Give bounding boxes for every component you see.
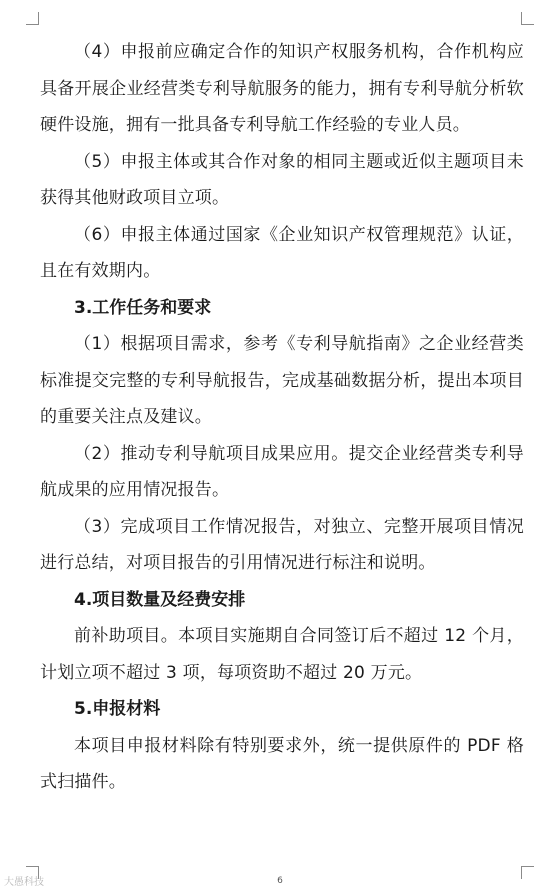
paragraph-task-1: （1）根据项目需求，参考《专利导航指南》之企业经营类标准提交完整的专利导航报告，完成基础数据分析，提出本项目的重要关注点及建议。 — [40, 334, 524, 427]
paragraph-item-4: （4）申报前应确定合作的知识产权服务机构，合作机构应具备开展企业经营类专利导航服务的能力，拥有专利导航分析软硬件设施，拥有一批具备专利导航工作经验的专业人员。 — [40, 42, 524, 135]
crop-mark-top-left — [26, 12, 39, 25]
paragraph-task-3: （3）完成项目工作情况报告，对独立、完整开展项目情况进行总结，对项目报告的引用情况进行标注和说明。 — [40, 516, 524, 573]
paragraph-funding: 前补助项目。本项目实施期自合同签订后不超过 12 个月，计划立项不超过 3 项，每项资助不超过 20 万元。 — [40, 626, 524, 683]
paragraph-item-6: （6）申报主体通过国家《企业知识产权管理规范》认证，且在有效期内。 — [40, 224, 524, 281]
paragraph-materials: 本项目申报材料除有特别要求外，统一提供原件的 PDF 格式扫描件。 — [40, 735, 524, 792]
section-heading-3: 3.工作任务和要求 — [74, 297, 212, 318]
paragraph-item-5: （5）申报主体或其合作对象的相同主题或近似主题项目未获得其他财政项目立项。 — [40, 151, 524, 208]
page-number: 6 — [277, 876, 283, 886]
watermark: 大愚科技 — [4, 877, 44, 888]
crop-mark-top-right — [521, 12, 534, 25]
document-body — [40, 34, 524, 801]
section-heading-5: 5.申报材料 — [74, 699, 161, 719]
paragraph-task-2: （2）推动专利导航项目成果应用。提交企业经营类专利导航成果的应用情况报告。 — [40, 443, 524, 500]
section-heading-4: 4.项目数量及经费安排 — [74, 589, 246, 610]
